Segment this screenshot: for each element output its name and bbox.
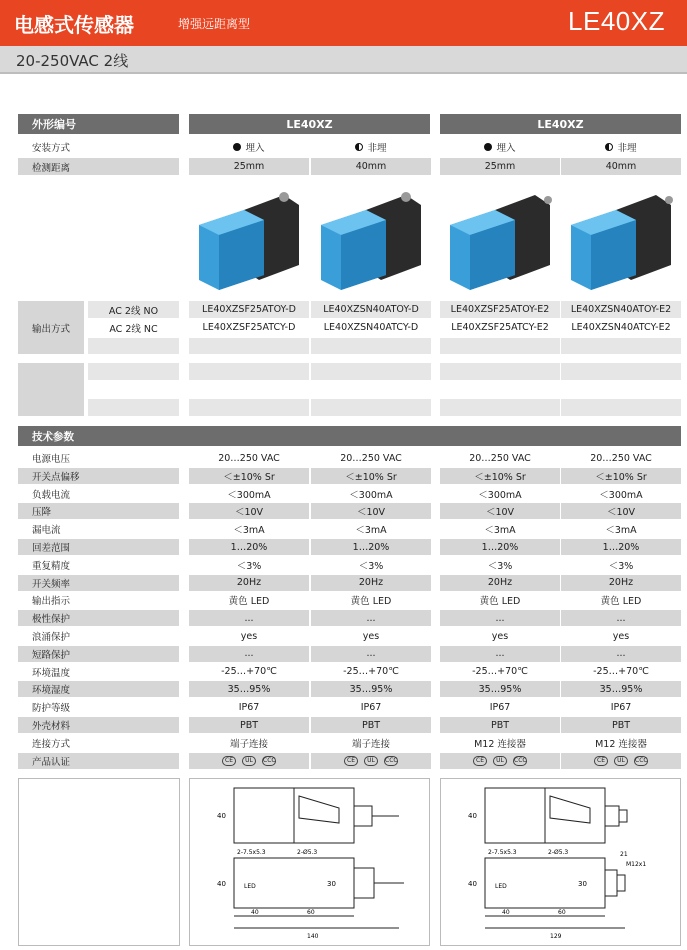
header-bar <box>0 0 687 46</box>
tech-row-value: 1…20% <box>311 539 431 555</box>
dim-30: 30 <box>578 880 587 888</box>
tech-row-value: 黄色 LED <box>350 596 392 608</box>
dim-60: 60 <box>558 909 566 916</box>
dim-hole: 2-Ø5.3 <box>548 849 569 856</box>
dim-40: 40 <box>217 812 226 820</box>
tech-row-value: yes <box>362 630 380 642</box>
tech-row-value: yes <box>240 630 258 642</box>
empty-cell <box>311 338 431 354</box>
ac-no-label: AC 2线 NO <box>88 301 179 318</box>
tech-row-label: 负载电流 <box>32 489 71 501</box>
distance-value: 40mm <box>561 158 681 175</box>
tech-row-label: 开关点偏移 <box>18 468 179 484</box>
dim-m12: M12x1 <box>626 861 647 868</box>
dimension-drawing-terminal <box>189 778 430 946</box>
tech-row-label: 环境湿度 <box>18 681 179 697</box>
tech-row-value: ＜±10% Sr <box>561 468 681 484</box>
tech-row-value: 1…20% <box>561 539 681 555</box>
dim-40: 40 <box>468 812 477 820</box>
install-value: 埋入 <box>440 138 560 155</box>
tech-row-value: IP67 <box>360 701 382 713</box>
tech-row-value: ＜3% <box>608 560 634 572</box>
tech-row-value: -25…+70℃ <box>343 666 399 678</box>
tech-row-label: 产品认证 <box>18 753 179 769</box>
cert-mark-icon: CCC <box>263 756 276 764</box>
cert-mark-icon: CCC <box>635 756 648 764</box>
model-no: LE40XZSF25ATOY-D <box>189 301 309 318</box>
tech-row-value: 1…20% <box>440 539 560 555</box>
empty-cell <box>561 338 681 354</box>
tech-row-value: -25…+70℃ <box>221 666 277 678</box>
tech-row-value: ＜3mA <box>605 525 637 537</box>
dim-60: 60 <box>307 909 315 916</box>
tech-row-value: 黄色 LED <box>600 596 642 608</box>
tech-row-value: 黄色 LED <box>479 596 521 608</box>
drawing-empty-frame <box>18 778 180 946</box>
tech-row-value: IP67 <box>238 701 260 713</box>
dim-hole: 2-Ø5.3 <box>297 849 318 856</box>
tech-row-value: ＜300mA <box>227 489 271 501</box>
model-no: LE40XZSN40ATOY-E2 <box>561 301 681 318</box>
dim-140: 140 <box>307 933 319 940</box>
tech-row-value: M12 连接器 <box>595 738 647 750</box>
tech-row-value: IP67 <box>489 701 511 713</box>
tech-row-value: PBT <box>189 717 309 733</box>
tech-row-value: ＜10V <box>561 503 681 519</box>
empty-cell <box>189 363 309 380</box>
output-label: 输出方式 <box>18 301 84 354</box>
cert-mark-icon: UL <box>242 756 256 766</box>
model-nc: LE40XZSF25ATCY-D <box>202 322 296 333</box>
tech-row-value: ... <box>311 610 431 626</box>
dim-129: 129 <box>550 933 562 940</box>
tech-row-value: PBT <box>440 717 560 733</box>
tech-row-value: ... <box>189 646 309 662</box>
tech-row-value: ＜3mA <box>484 525 516 537</box>
tech-row-value: 35…95% <box>440 681 560 697</box>
empty-cell <box>88 363 179 380</box>
tech-row-label: 连接方式 <box>32 738 71 750</box>
tech-row-value: 20…250 VAC <box>218 452 280 464</box>
empty-cell <box>440 399 560 416</box>
tech-row-value: ＜±10% Sr <box>440 468 560 484</box>
voltage-bar <box>0 46 687 74</box>
model-name: LE40XZ <box>568 6 665 36</box>
tech-row-value: IP67 <box>610 701 632 713</box>
dim-40-side: 40 <box>217 880 226 888</box>
flush-icon <box>233 143 241 151</box>
tech-row-value: ＜±10% Sr <box>311 468 431 484</box>
dim-21: 21 <box>620 851 628 858</box>
tech-row-value: ＜3% <box>358 560 384 572</box>
empty-cell <box>311 399 431 416</box>
page-title: 电感式传感器 <box>14 13 134 37</box>
tech-row-value: ... <box>440 646 560 662</box>
tech-row-value: PBT <box>561 717 681 733</box>
cert-mark-icon: CE <box>344 756 358 766</box>
empty-block <box>18 363 84 416</box>
dimension-drawing-m12 <box>440 778 681 946</box>
distance-value: 40mm <box>311 158 431 175</box>
tech-row-value <box>440 753 560 769</box>
tech-row-value: M12 连接器 <box>474 738 526 750</box>
tech-row-value: 35…95% <box>561 681 681 697</box>
tech-row-value: 端子连接 <box>229 738 268 750</box>
sensor-photo <box>189 185 309 295</box>
tech-row-value: ＜10V <box>189 503 309 519</box>
tech-row-label: 压降 <box>18 503 179 519</box>
dim-slot: 2-7.5x5.3 <box>488 849 517 856</box>
empty-cell <box>189 399 309 416</box>
install-value: 埋入 <box>189 138 309 155</box>
tech-row-value: 端子连接 <box>351 738 390 750</box>
tech-row-value: ＜3mA <box>355 525 387 537</box>
voltage-label: 20-250VAC 2线 <box>16 52 129 70</box>
sensor-photo <box>561 185 681 295</box>
model-no: LE40XZSN40ATOY-D <box>311 301 431 318</box>
tech-row-value: yes <box>612 630 630 642</box>
install-label: 安装方式 <box>32 142 71 154</box>
empty-cell <box>189 338 309 354</box>
tech-row-value: 20Hz <box>440 575 560 591</box>
tech-row-value: 35…95% <box>189 681 309 697</box>
dim-led: LED <box>495 883 507 890</box>
tech-row-value: 20…250 VAC <box>469 452 531 464</box>
empty-cell <box>440 363 560 380</box>
empty-cell <box>88 338 179 354</box>
empty-cell <box>561 399 681 416</box>
group-b-header: LE40XZ <box>440 114 681 134</box>
shape-label: 外形编号 <box>18 114 179 134</box>
dim-slot: 2-7.5x5.3 <box>237 849 266 856</box>
nonflush-icon <box>355 143 363 151</box>
flush-icon <box>484 143 492 151</box>
cert-mark-icon: UL <box>364 756 378 766</box>
cert-mark-icon: CE <box>222 756 236 766</box>
model-nc: LE40XZSF25ATCY-E2 <box>451 322 549 333</box>
tech-row-label: 漏电流 <box>32 525 61 537</box>
tech-row-value: ... <box>311 646 431 662</box>
cert-mark-icon: CE <box>594 756 608 766</box>
ac-nc-label: AC 2线 NC <box>109 323 158 335</box>
dim-led: LED <box>244 883 256 890</box>
distance-label: 检测距离 <box>18 158 179 175</box>
nonflush-icon <box>605 143 613 151</box>
dim-40-bottom: 40 <box>251 909 259 916</box>
tech-row-value: ... <box>189 610 309 626</box>
sensor-photo <box>440 185 560 295</box>
tech-row-value: 黄色 LED <box>228 596 270 608</box>
tech-row-value: 35…95% <box>311 681 431 697</box>
tech-row-value: ＜3mA <box>233 525 265 537</box>
dim-30: 30 <box>327 880 336 888</box>
cert-mark-icon: UL <box>614 756 628 766</box>
empty-cell <box>311 363 431 380</box>
cert-mark-icon: CE <box>473 756 487 766</box>
empty-cell <box>561 363 681 380</box>
tech-row-value: ＜10V <box>311 503 431 519</box>
tech-row-label: 极性保护 <box>18 610 179 626</box>
sensor-photo <box>311 185 431 295</box>
tech-row-value: ... <box>561 610 681 626</box>
model-nc: LE40XZSN40ATCY-E2 <box>571 322 671 333</box>
tech-row-label: 外壳材料 <box>18 717 179 733</box>
tech-row-label: 输出指示 <box>32 596 71 608</box>
tech-row-value <box>561 753 681 769</box>
tech-row-value: ＜±10% Sr <box>189 468 309 484</box>
tech-row-value: 20Hz <box>189 575 309 591</box>
empty-cell <box>440 338 560 354</box>
tech-row-label: 防护等级 <box>32 703 71 715</box>
tech-row-value: PBT <box>311 717 431 733</box>
tech-row-label: 电源电压 <box>32 454 71 465</box>
tech-row-value <box>311 753 431 769</box>
page-subtitle: 增强远距离型 <box>178 17 251 31</box>
model-no: LE40XZSF25ATOY-E2 <box>440 301 560 318</box>
tech-heading: 技术参数 <box>18 426 681 446</box>
tech-row-value <box>189 753 309 769</box>
tech-row-value: ＜3% <box>487 560 513 572</box>
empty-cell <box>88 399 179 416</box>
tech-row-label: 环境温度 <box>32 667 71 679</box>
dim-40-bottom: 40 <box>502 909 510 916</box>
tech-row-value: 1…20% <box>189 539 309 555</box>
tech-row-value: ＜300mA <box>478 489 522 501</box>
tech-row-value: ＜300mA <box>599 489 643 501</box>
tech-row-value: -25…+70℃ <box>472 666 528 678</box>
cert-mark-icon: CCC <box>385 756 398 764</box>
install-value: 非埋 <box>311 138 431 155</box>
install-value: 非埋 <box>561 138 681 155</box>
model-nc: LE40XZSN40ATCY-D <box>323 322 419 333</box>
dim-40-side: 40 <box>468 880 477 888</box>
tech-row-value: -25…+70℃ <box>593 666 649 678</box>
tech-row-value: ＜10V <box>440 503 560 519</box>
tech-row-value: 20…250 VAC <box>340 452 402 464</box>
tech-row-label: 回差范围 <box>18 539 179 555</box>
distance-value: 25mm <box>189 158 309 175</box>
tech-row-label: 浪涌保护 <box>32 632 71 643</box>
tech-row-value: 20Hz <box>311 575 431 591</box>
tech-row-value: 20…250 VAC <box>590 452 652 464</box>
tech-row-label: 重复精度 <box>32 560 71 572</box>
tech-row-value: 20Hz <box>561 575 681 591</box>
distance-value: 25mm <box>440 158 560 175</box>
tech-row-value: ＜3% <box>236 560 262 572</box>
tech-row-label: 开关频率 <box>18 575 179 591</box>
tech-row-value: ＜300mA <box>349 489 393 501</box>
cert-mark-icon: CCC <box>514 756 527 764</box>
tech-row-value: ... <box>561 646 681 662</box>
tech-row-value: yes <box>491 630 509 642</box>
cert-mark-icon: UL <box>493 756 507 766</box>
tech-row-value: ... <box>440 610 560 626</box>
group-a-header: LE40XZ <box>189 114 430 134</box>
tech-row-label: 短路保护 <box>18 646 179 662</box>
